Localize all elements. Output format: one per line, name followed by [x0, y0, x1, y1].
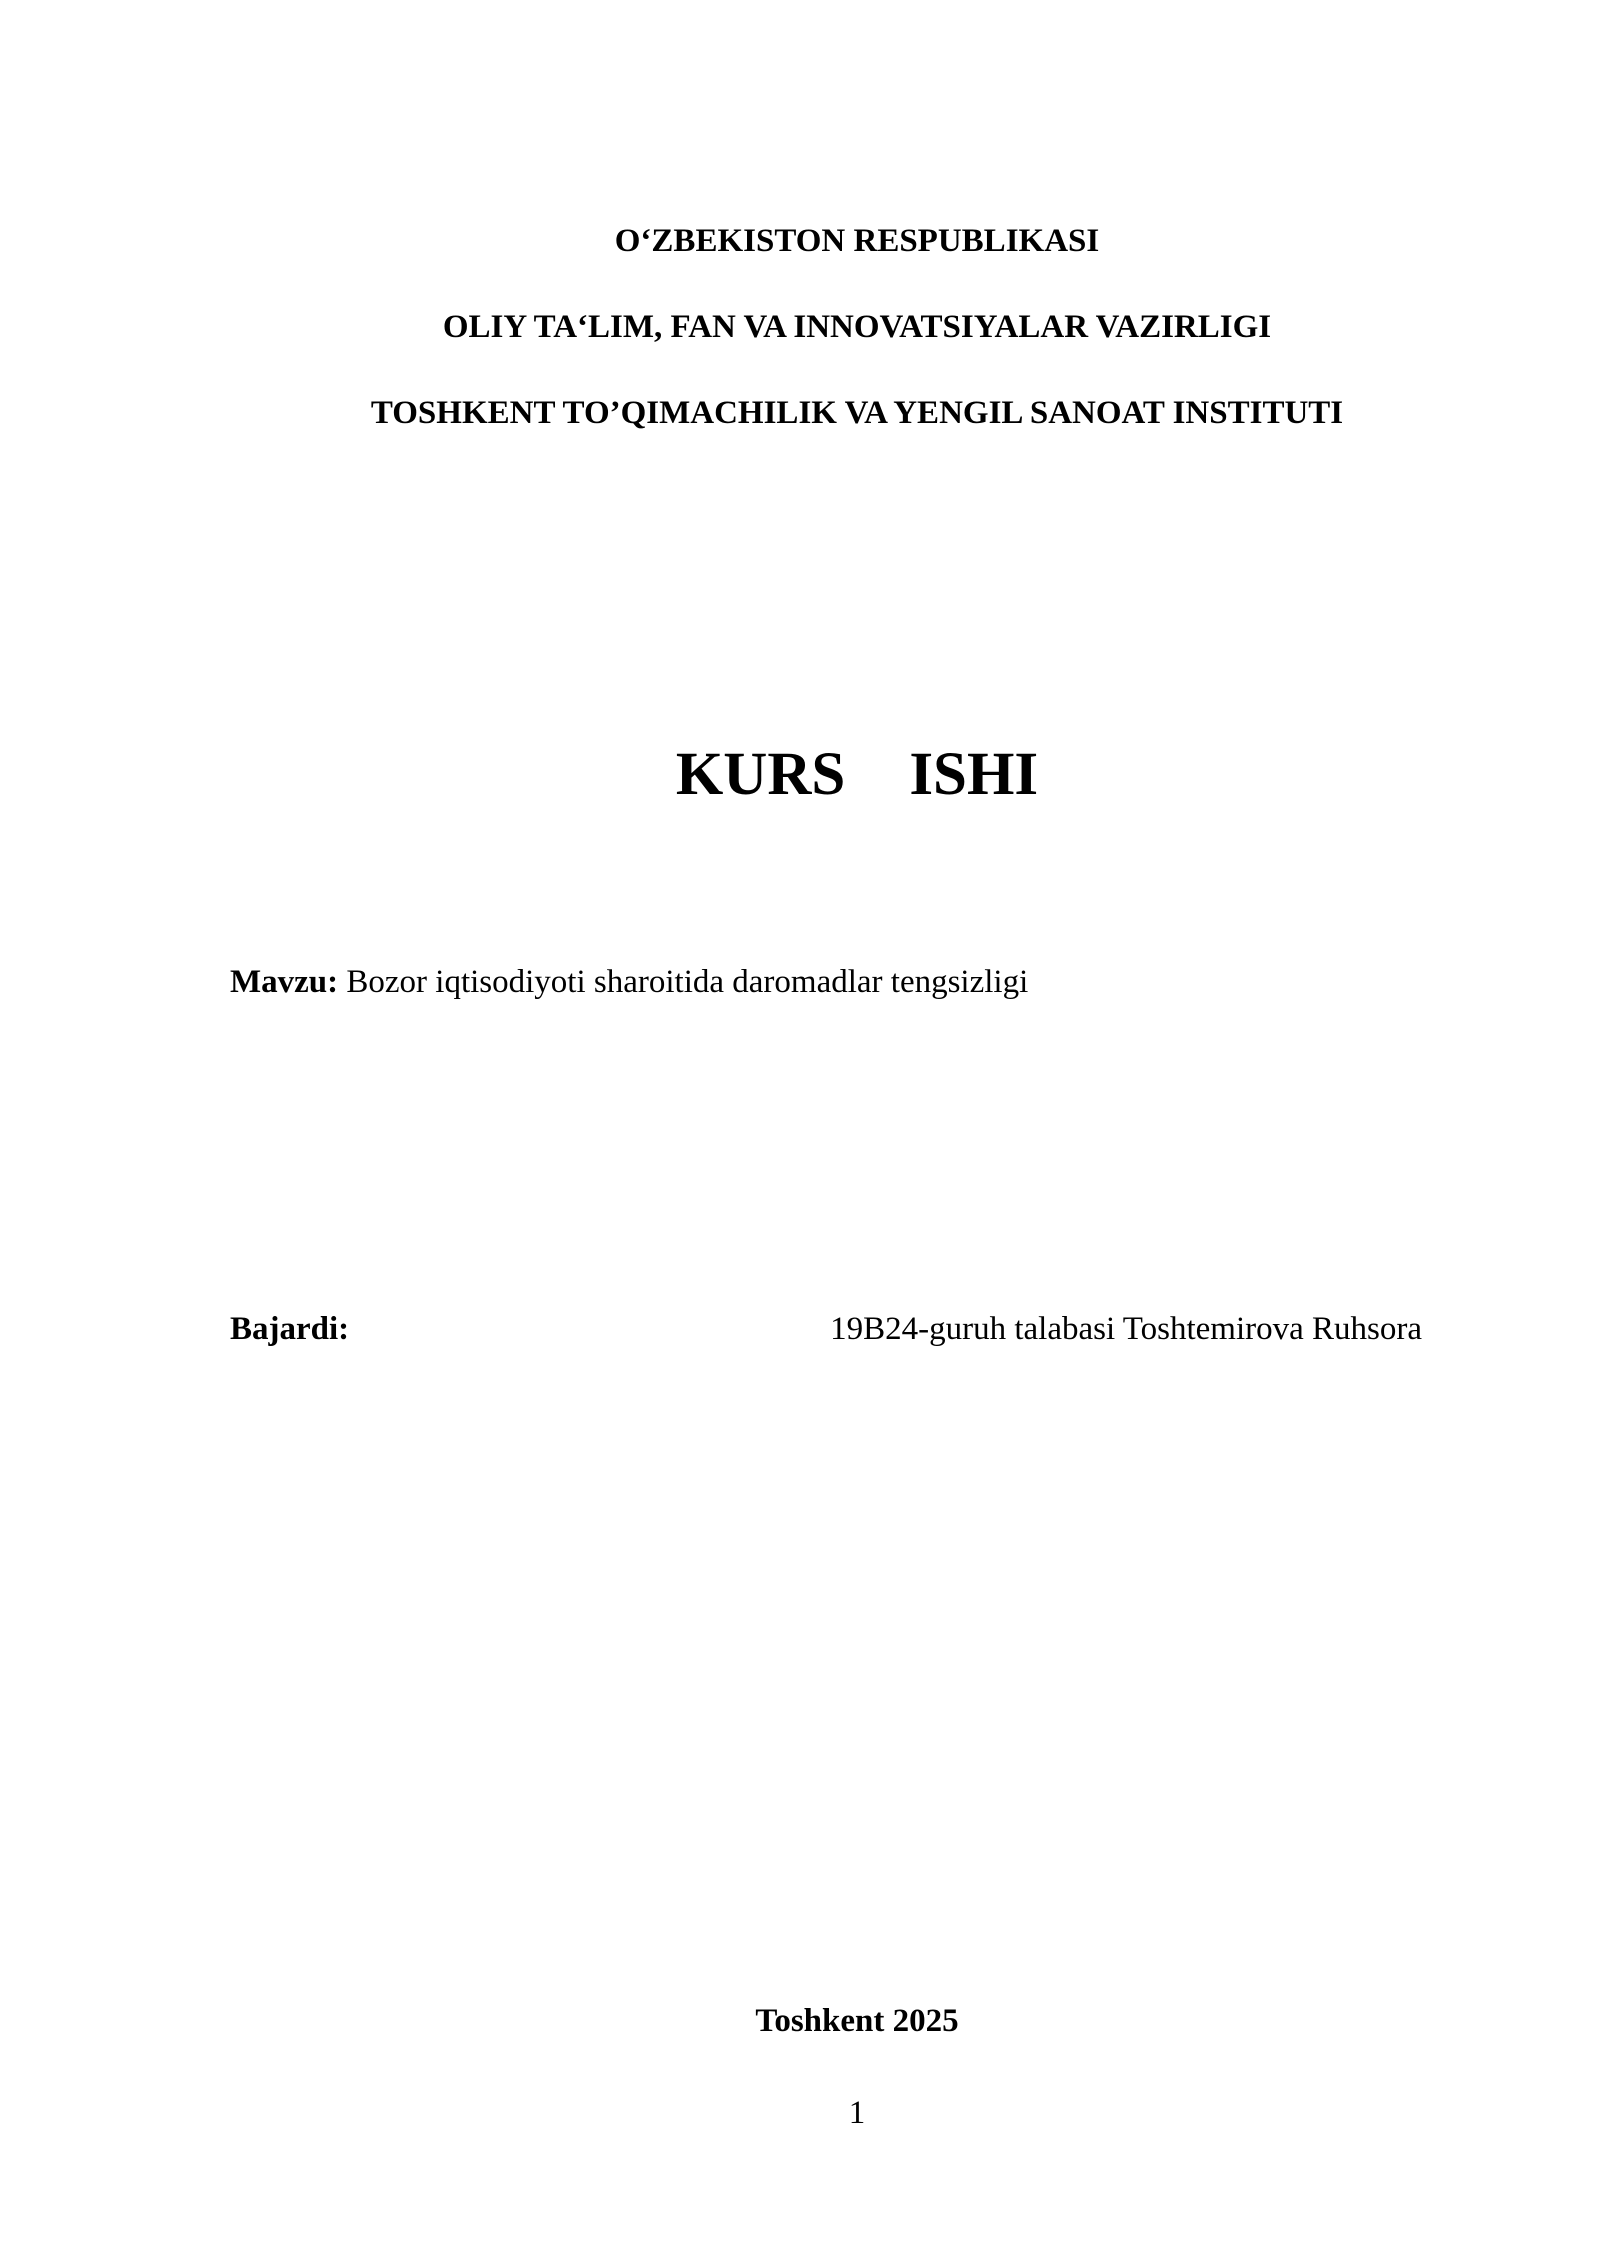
- title-word-kurs: KURS: [675, 741, 846, 808]
- performer-label: Bajardi:: [230, 1311, 350, 1347]
- topic-line: [230, 962, 1422, 1002]
- header-institute: TOSHKENT TO’QIMACHILIK VA YENGIL SANOAT INSTITUTI: [370, 395, 1344, 431]
- topic-value: Bozor iqtisodiyoti sharoitida daromadlar tengsizligi: [346, 964, 1029, 1000]
- document-title: [230, 739, 1484, 811]
- title-word-ishi: ISHI: [909, 741, 1039, 808]
- place-year: Toshkent 2025: [755, 2003, 959, 2039]
- header-ministry: OLIY TA‘LIM, FAN VA INNOVATSIYALAR VAZIRLIGI: [442, 309, 1272, 345]
- header-country: O‘ZBEKISTON RESPUBLIKASI: [614, 223, 1100, 259]
- page-number: 1: [848, 2095, 866, 2131]
- topic-label: Mavzu:: [230, 964, 339, 1000]
- performer-value: 19B24-guruh talabasi Toshtemirova Ruhsora: [830, 1311, 1422, 1347]
